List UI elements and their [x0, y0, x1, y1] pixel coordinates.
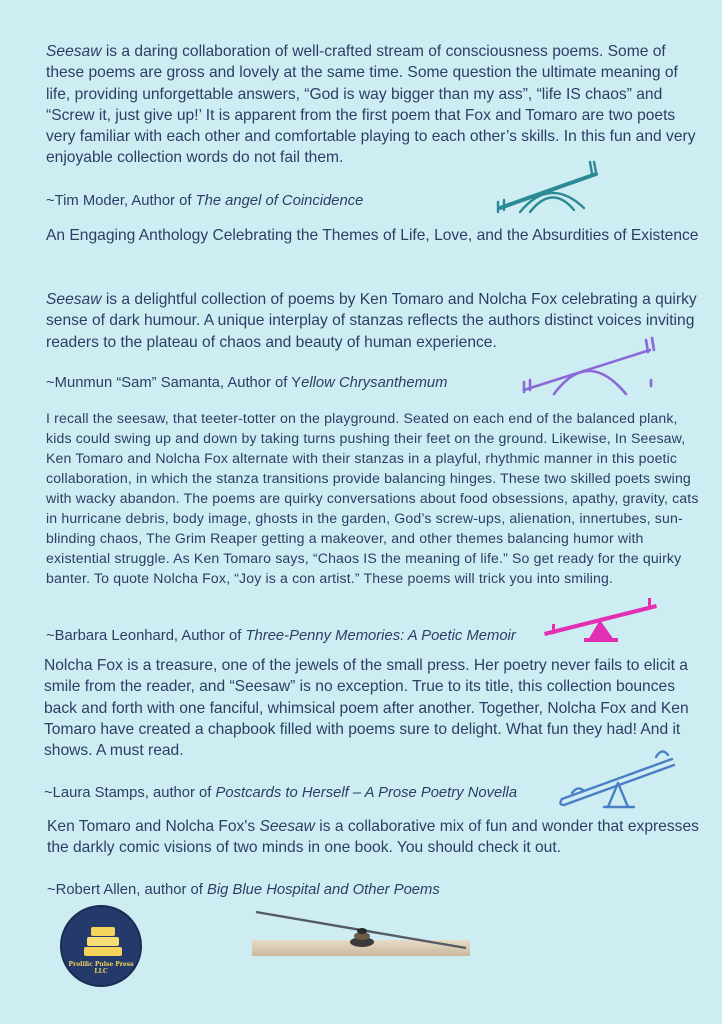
seesaw-blue-icon — [556, 747, 680, 811]
italic-title: ellow Chrysanthemum — [301, 375, 448, 391]
review-2-attribution — [46, 373, 448, 393]
review-3-attribution — [46, 626, 516, 646]
review-1-attribution — [46, 191, 363, 211]
seesaw-balance-icon — [252, 908, 470, 956]
italic-title: Seesaw — [46, 43, 102, 60]
text-segment: Nolcha Fox is a treasure, one of the jewels of the small press. Her poetry never fails to elicit a smile from the reader, and “Seesaw” is no exception. True to its title, this collection bounces back and forth with one fanciful, whimsical poem after another. Together, Nolcha Fox and Ken Tomaro have created a chapbook filled with poems sure to delight. What fun they had! And it shows. A must read. — [44, 657, 689, 760]
text-segment: is a daring collaboration of well-crafted stream of consciousness poems. Some of these poems are gross and lovely at the same time. Some question the ultimate meaning of life, providing unforgettable answers, “God is way bigger than my ass”, “life IS chaos” and “Screw it, just give up!’ It is apparent from the first poem that Fox and Tomaro are two poets very familiar with each other and comfortable playing to each other’s skills. In this fun and very enjoyable collection words do not fail them. — [46, 43, 696, 167]
review-5-attribution — [47, 880, 440, 900]
text-segment: is a delightful collection of poems by Ken Tomaro and Nolcha Fox celebrating a quirky sense of dark humour. A unique interplay of stanzas reflects the authors distinct voices inviting readers to the plateau of chaos and beauty of human experience. — [46, 291, 697, 351]
book-stack-icon — [82, 925, 124, 959]
italic-title: Seesaw — [46, 291, 102, 308]
italic-title: Seesaw — [259, 818, 315, 835]
italic-title: Postcards to Herself – A Prose Poetry Novella — [215, 785, 518, 801]
italic-title: The angel of Coincidence — [195, 193, 364, 209]
review-3-text — [46, 408, 706, 588]
publisher-name: Prolific Pulse Press LLC — [68, 961, 134, 975]
text-segment: ~Tim Moder, Author of — [46, 193, 196, 209]
review-5-text — [47, 816, 707, 859]
text-segment: is a collaborative mix of fun and wonder that expresses the darkly comic visions of two minds in one book. You should check it out. — [47, 818, 699, 857]
text-segment: ~Laura Stamps, author of — [44, 785, 216, 801]
review-4-attribution — [44, 783, 517, 803]
review-1-text — [46, 41, 706, 169]
review-2-heading: An Engaging Anthology Celebrating the Themes of Life, Love, and the Absurdities of Existence — [46, 227, 699, 244]
seesaw-magenta-icon — [540, 596, 662, 644]
italic-title: Big Blue Hospital and Other Poems — [207, 882, 440, 898]
text-segment: ~Robert Allen, author of — [47, 882, 207, 898]
seesaw-teal-icon — [492, 158, 604, 216]
italic-title: Three-Penny Memories: A Poetic Memoir — [245, 628, 516, 644]
text-segment: I recall the seesaw, that teeter-totter on the playground. Seated on each end of the balanced plank, kids could swing up and down by taking turns pushing their feet on the ground. Likewise, In Seesaw, Ken Tomaro and Nolcha Fox alternate with their stanzas in a playful, rhythmic manner in this poetic collaboration, in which the stanza transitions provide balancing hinges. These two skilled poets swing with wacky abandon. The poems are quirky conversations about food obsessions, apathy, gravity, cats in hurricane debris, body image, ghosts in the garden, God’s screw-ups, alienation, innertubes, sun-blinding chaos, The Grim Reaper getting a makeover, and other themes balancing humor with existential struggle. As Ken Tomaro says, “Chaos IS the meaning of life.” So get ready for the quirky banter. To quote Nolcha Fox, “Joy is a con artist.” These poems will trick you into smiling. — [46, 410, 699, 586]
text-segment: ~Munmun “Sam” Samanta, Author of Y — [46, 375, 302, 391]
text-segment: Ken Tomaro and Nolcha Fox's — [47, 818, 260, 835]
publisher-logo — [60, 905, 142, 987]
review-4-text — [44, 655, 704, 761]
text-segment: ~Barbara Leonhard, Author of — [46, 628, 246, 644]
seesaw-purple-icon — [518, 334, 658, 398]
